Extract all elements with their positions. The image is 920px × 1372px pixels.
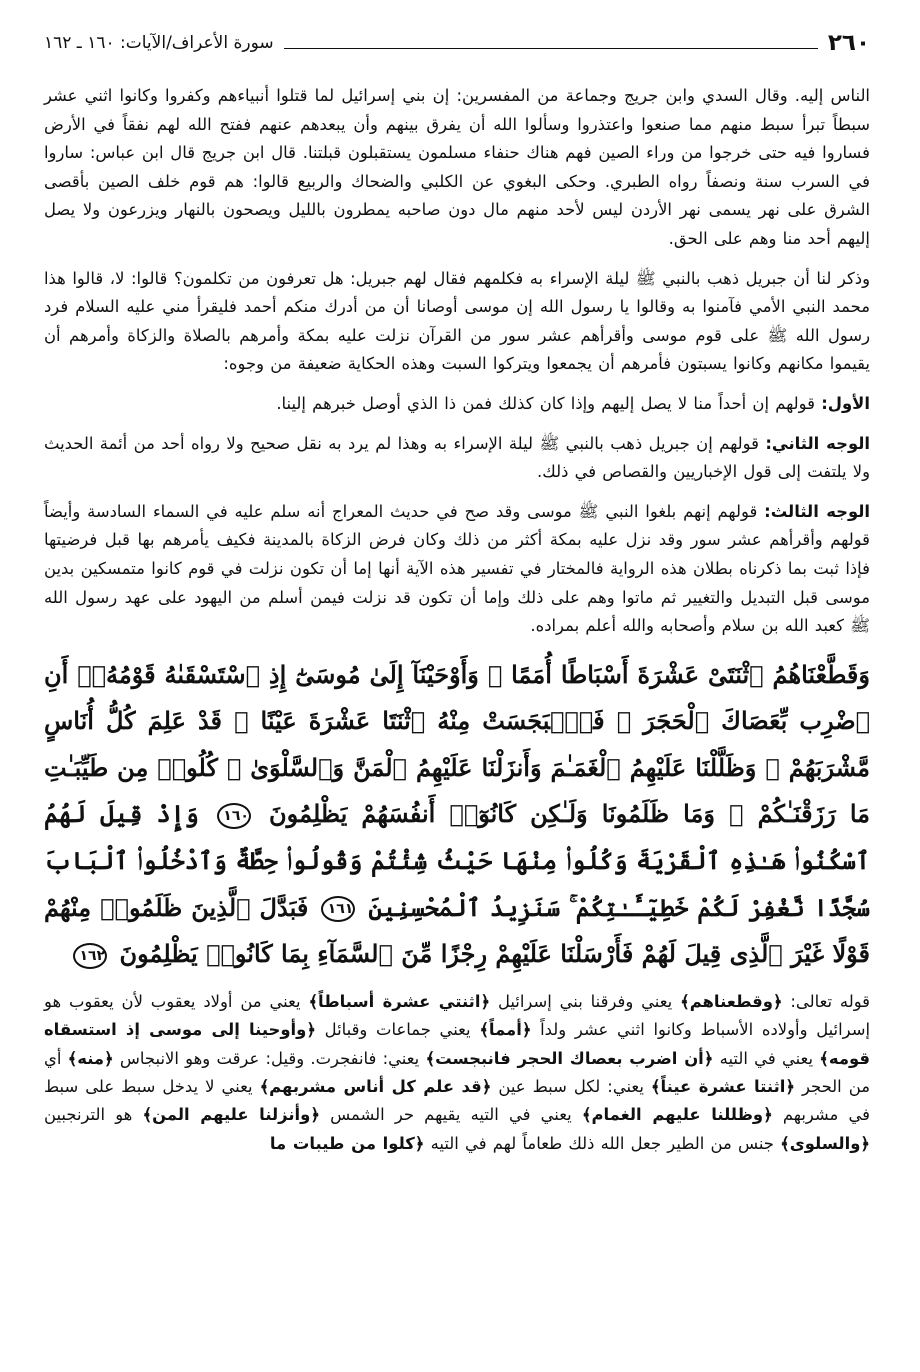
paragraph-text: قولهم إن جبريل ذهب بالنبي ﷺ ليلة الإسراء به وهذا لم يرد به نقل صحيح ولا رواه أحد من أئمة الحديث ولا يلتفت إلى قول الإخباريين والقصاص في ذلك. [44,433,870,482]
running-title: سورة الأعراف/الآيات: ١٦٠ ـ ١٦٢ [44,33,274,53]
paragraph [44,390,870,419]
quoted-verse-phrase: ﴿اثنتي عشرة أسباطاً﴾ [308,991,491,1011]
commentary-text: يعني جماعات وقبائل [315,1020,480,1040]
paragraph-text: الناس إليه. وقال السدي وابن جريج وجماعة من المفسرين: إن بني إسرائيل لما قتلوا أنبياءهم وكفروا وكانوا اثني عشر سبطاً تبرأ سبط منهم مما صنعوا واعتذروا وسألوا الله أن يفرق بينهم وأن يبعدهم عنهم ففتح الله لهم نفقاً في الأرض فساروا فيه حتى خرجوا من وراء الصين فهم هناك حنفاء مسلمون يستقبلون قبلتنا. قال ابن جريج قال ابن عباس: ساروا في السرب سنة ونصفاً رواه الطبري. وحكى البغوي عن الكلبي والضحاك والربيع قالوا: هم قوم خلف الصين بأقصى الشرق على نهر يسمى نهر الأردن ليس لأحد منهم مال دون صاحبه يمطرون بالليل ويصحون بالنهار ويزرعون ولا يصل إليهم أحد منا وهم على الحق. [44,86,870,248]
paragraph [44,430,870,487]
quoted-verse-phrase: ﴿أن اضرب بعصاك الحجر فانبجست﴾ [425,1048,714,1068]
verse-end-marker: ١٦٠ [217,803,251,829]
quoted-verse-phrase: ﴿أمماً﴾ [479,1020,532,1040]
paragraph-text: قولهم إنهم بلغوا النبي ﷺ موسى وقد صح في حديث المعراج أنه سلم عليه في السماء السادسة وأيضاً قولهم وأقرأهم عشر سور وقد نزل عليه بمكة أكثر من ذلك وكان فرض الزكاة بالمدينة فكيف يأمرهم بها قبل فرضيتها فإذا ثبت بما ذكرناه بطلان هذه الرواية فالمختار في تفسير هذه الآية أنها إما أن تكون نزلت في قوم كانوا متمسكين بدين موسى قبل التبديل والتغيير ثم ماتوا وهم على ذلك وإما أن تكون قد نزلت فيمن أسلم من اليهود على عهد رسول الله ﷺ كعبد الله بن سلام وأصحابه والله أعلم بمراده. [44,501,870,636]
commentary-text: يعني: لكل سبط عين [491,1077,651,1097]
commentary-text: يعني في التيه يقيهم حر الشمس [319,1105,582,1125]
quoted-verse-phrase: ﴿وظللنا عليهم الغمام﴾ [581,1105,773,1125]
quoted-verse-phrase: ﴿قد علم كل أناس مشربهم﴾ [259,1077,492,1097]
commentary-text: قوله تعالى: [782,991,871,1011]
quran-verses-block [44,652,870,978]
header-rule [284,48,818,49]
paragraph [44,82,870,254]
commentary-text: أي من الحجر [44,1048,870,1097]
paragraph [44,265,870,379]
paragraph-lead: الأول: [821,393,870,413]
quoted-verse-phrase: ﴿اثنتا عشرة عيناً﴾ [650,1077,795,1097]
verse-text: فَبَدَّلَ ٱلَّذِينَ ظَلَمُوا۟ مِنْهُمْ قَوْلًا غَيْرَ ٱلَّذِى قِيلَ لَهُمْ فَأَرْسَلْنَا عَلَيْهِمْ رِجْزًا مِّنَ ٱلسَّمَآءِ بِمَا كَانُوا۟ يَظْلِمُونَ [44,892,870,969]
quoted-verse-phrase: ﴿وأنزلنا عليهم المن﴾ [142,1105,320,1125]
paragraph-lead: الوجه الثالث: [764,501,870,521]
verse-end-marker: ١٦٢ [73,943,107,969]
commentary-paragraph [44,988,870,1158]
paragraph [44,498,870,641]
commentary-text: يعني: فانفجرت. وقيل: عرقت وهو الانبجاس [113,1048,426,1068]
verse-text: وَإِذْ قِيلَ لَهُمُ ٱسْكُنُوا۟ هَـٰذِهِ ٱلْقَرْيَةَ وَكُلُوا۟ مِنْهَا حَيْثُ شِئْتُمْ وَقُولُوا۟ حِطَّةٌ وَٱدْخُلُوا۟ ٱلْبَابَ سُجَّدًا نَّغْفِرْ لَكُمْ خَطِيٓـَٔـٰتِكُمْ ۚ سَنَزِيدُ ٱلْمُحْسِنِينَ [44,799,871,922]
paragraph-text: وذكر لنا أن جبريل ذهب بالنبي ﷺ ليلة الإسراء به فكلمهم فقال لهم جبريل: هل تعرفون من تكلمون؟ قالوا: لا، قالوا هذا محمد النبي الأمي فآمنوا به وقالوا يا رسول الله إن موسى أوصانا أن من أدرك منكم أحمد فليقرأ مني عليه السلام فرد رسول الله ﷺ على قوم موسى وأقرأهم عشر سور من القرآن نزلت عليه بمكة وأمرهم بالصلاة والزكاة وأمرهم أن يقيموا مكانهم وكانوا يسبتون فأمرهم أن يجمعوا ويتركوا السبت وهذه الحكاية ضعيفة من وجوه: [44,268,870,374]
verse-text: وَقَطَّعْنَاهُمُ ٱثْنَتَىْ عَشْرَةَ أَسْبَاطًا أُمَمًا ۚ وَأَوْحَيْنَآ إِلَىٰ مُوسَىٰٓ إِذِ ٱسْتَسْقَىٰهُ قَوْمُهُۥٓ أَنِ ٱضْرِب بِّعَصَاكَ ٱلْحَجَرَ ۖ فَٱنۢبَجَسَتْ مِنْهُ ٱثْنَتَا عَشْرَةَ عَيْنًا ۖ قَدْ عَلِمَ كُلُّ أُنَاسٍ مَّشْرَبَهُمْ ۚ وَظَلَّلْنَا عَلَيْهِمُ ٱلْغَمَـٰمَ وَأَنزَلْنَا عَلَيْهِمُ ٱلْمَنَّ وَٱلسَّلْوَىٰ ۖ كُلُوا۟ مِن طَيِّبَـٰتِ مَا رَزَقْنَـٰكُمْ ۚ وَمَا ظَلَمُونَا وَلَـٰكِن كَانُوٓا۟ أَنفُسَهُمْ يَظْلِمُونَ [44,659,870,829]
page-header [44,30,870,56]
page-number: ٢٦٠ [827,30,870,56]
quoted-verse-phrase: ﴿منه﴾ [67,1048,114,1068]
quoted-verse-phrase: ﴿كلوا من طيبات ما [269,1133,425,1153]
commentary-text: يعني وفرقنا بني إسرائيل [490,991,681,1011]
paragraph-lead: الوجه الثاني: [765,433,870,453]
quoted-verse-phrase: ﴿وأوحينا إلى موسى إذ استسقاه قومه﴾ [44,1020,870,1068]
verse-end-marker: ١٦١ [321,896,355,922]
page-body [44,82,870,1158]
quoted-verse-phrase: ﴿والسلوى﴾ [780,1133,870,1153]
commentary-text: يعني من أولاد يعقوب لأن يعقوب هو إسرائيل وأولاده الأسباط وكانوا اثني عشر ولداً [44,991,870,1040]
commentary-text: يعني في التيه [713,1048,820,1068]
commentary-text: هو الترنجبين [44,1105,143,1125]
commentary-text: جنس من الطير جعل الله ذلك طعاماً لهم في التيه [424,1133,781,1153]
quoted-verse-phrase: ﴿وقطعناهم﴾ [680,991,783,1011]
commentary-text: يعني لا يدخل سبط على سبط في مشربهم [44,1077,870,1125]
paragraph-text: قولهم إن أحداً منا لا يصل إليهم وإذا كان كذلك فمن ذا الذي أوصل خبرهم إلينا. [276,393,822,413]
